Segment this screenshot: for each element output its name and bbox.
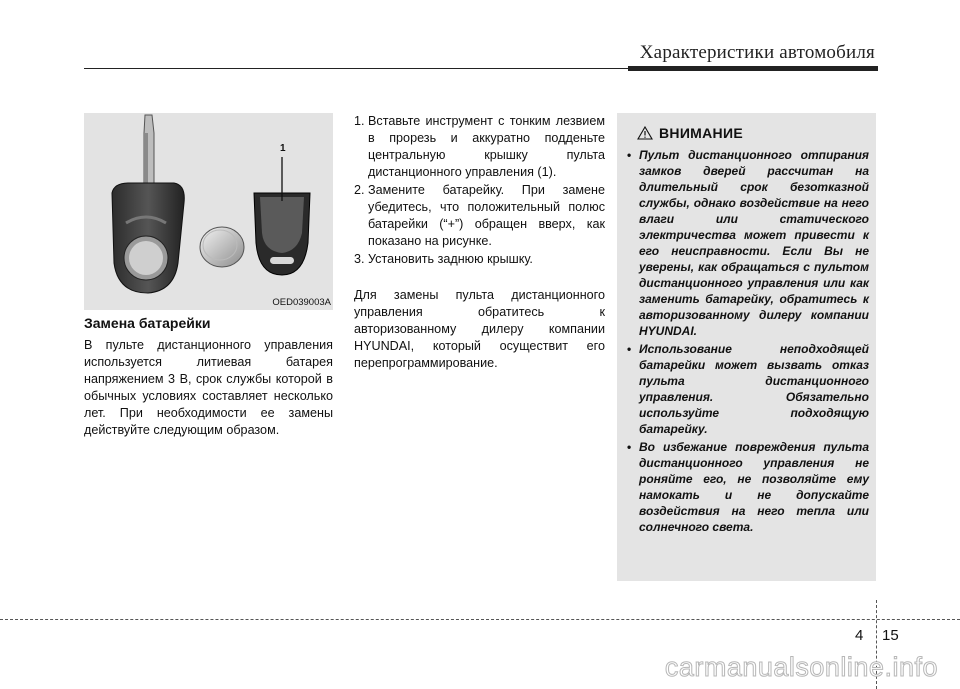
warning-item-text: Пульт дистанционного отпирания замков дверей рассчитан на длительный срок безотказной службы, однако воздействие на него влаги или статического электричества может привести к его неисправности. Если Вы не уверены, как обращаться с пультом дистанционного управления или как заменить батарейку, обратитесь к авторизованному дилеру компании HYUNDAI. [639, 148, 869, 338]
intro-text: В пульте дистанционного управления используется литиевая батарея напряжением 3 В, срок службы которой в обычных условиях составляет несколько лет. При необходимости ее замены действуйте следующим образом. [84, 338, 333, 437]
intro-paragraph [84, 337, 333, 439]
warning-header [637, 125, 743, 141]
step-text: Установить заднюю крышку. [368, 252, 533, 266]
warning-triangle-icon [637, 126, 653, 140]
step-number: 2. [354, 183, 365, 197]
warning-item [627, 439, 869, 535]
warning-list [627, 147, 869, 537]
warning-item-text: Использование неподходящей батарейки может вызвать отказ пульта дистанционного управления. Обязательно используйте подходящую батарейку. [639, 342, 869, 436]
warning-item [627, 341, 869, 437]
step-item [354, 182, 605, 250]
figure-callout-number: 1 [280, 143, 286, 154]
warning-item-text: Во избежание повреждения пульта дистанционного управления не роняйте его, не позволяйте ему намокать и не допускайте воздействия на него тепла или солнечного света. [639, 440, 869, 534]
section-title: Замена батарейки [84, 315, 211, 331]
page-number: 15 [882, 627, 899, 644]
warning-box [617, 113, 876, 581]
step-text: Вставьте инструмент с тонким лезвием в прорезь и аккуратно подденьте центральную крышку пульта дистанционного управления (1). [368, 114, 605, 179]
step-item [354, 113, 605, 181]
header-rule-accent [628, 66, 878, 71]
replacement-steps [354, 113, 605, 269]
key-battery-figure [84, 113, 333, 310]
figure-code: OED039003A [272, 297, 331, 308]
bullet-icon: • [627, 342, 632, 356]
key-fob-illustration [84, 113, 333, 310]
bullet-icon: • [627, 440, 632, 454]
warning-item [627, 147, 869, 339]
step-item [354, 251, 605, 268]
bullet-icon: • [627, 148, 632, 162]
warning-title: ВНИМАНИЕ [659, 125, 743, 141]
step-number: 1. [354, 114, 365, 128]
watermark-text: carmanualsonline.info [664, 652, 938, 682]
step-number: 3. [354, 252, 365, 266]
chapter-number: 4 [855, 627, 864, 644]
dealer-note-paragraph [354, 287, 605, 372]
running-header-title: Характеристики автомобиля [639, 42, 875, 63]
dealer-note-text: Для замены пульта дистанционного управления обратитесь к авторизованному дилеру компании HYUNDAI, который осуществит его перепрограммирование. [354, 288, 605, 370]
step-text: Замените батарейку. При замене убедитесь, что положительный полюс батарейки (“+”) обращен вверх, как показано на рисунке. [368, 183, 605, 248]
footer-rule [0, 619, 960, 620]
